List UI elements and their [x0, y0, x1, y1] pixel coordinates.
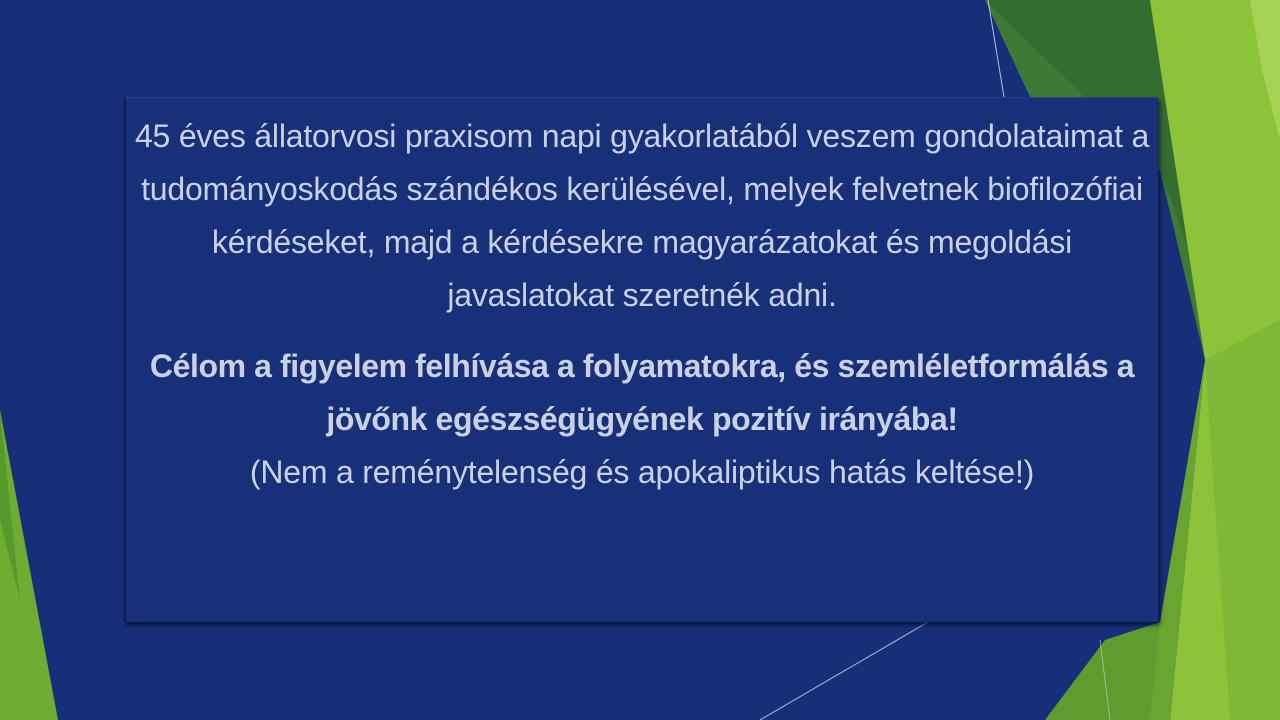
intro-paragraph: 45 éves állatorvosi praxisom napi gyakorlatából veszem gondolataimat a tudományoskodás szándékos kerülésével, melyek felvetnek biofilozófiai kérdéseket, majd a kérdésekre magyarázatokat és megoldási javaslatokat szeretnék adni.	[134, 118, 1150, 313]
text-box	[124, 97, 1158, 622]
bottom-right-green-wedge	[1045, 622, 1160, 720]
left-green-sliver	[0, 410, 58, 720]
goal-paragraph: Célom a figyelem felhívása a folyamatokra, és szemléletformálás a jövőnk egészségügyének pozitív irányába!	[149, 348, 1135, 437]
note-paragraph: (Nem a reménytelenség és apokaliptikus hatás keltése!)	[249, 454, 1035, 490]
decorative-line-bottom	[760, 622, 928, 720]
